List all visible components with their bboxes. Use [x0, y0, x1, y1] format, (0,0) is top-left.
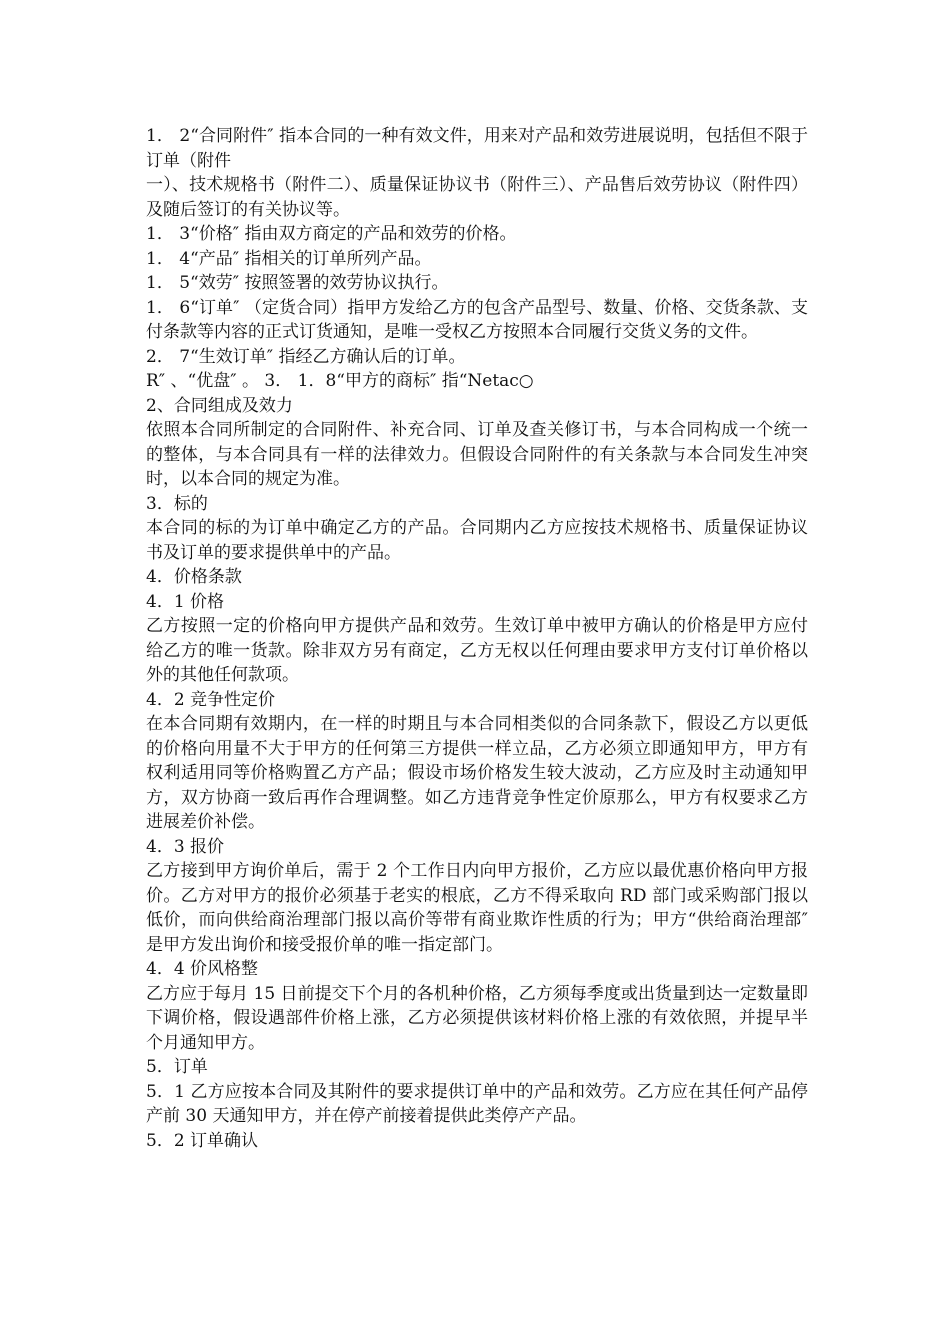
section-3-body: 本合同的标的为订单中确定乙方的产品。合同期内乙方应按技术规格书、质量保证协议书及订单的要求提供单中的产品。	[146, 518, 808, 563]
section-5-heading: 5．订单	[146, 1057, 208, 1077]
clause-4-1-heading: 4．1 价格	[146, 591, 225, 612]
clause-4-2-heading: 4．2 竞争性定价	[146, 689, 276, 710]
clause-5-2-heading: 5．2 订单确认	[146, 1130, 259, 1151]
clause-1-2-continuation: 一）、技术规格书（附件二）、质量保证协议书（附件三）、产品售后效劳协议（附件四）及随后签订的有关协议等。	[146, 175, 808, 220]
clause-1-5-definition-service: 1． 5“效劳″ 按照签署的效劳协议执行。	[146, 273, 449, 293]
section-2-body: 依照本合同所制定的合同附件、补充合同、订单及查关修订书，与本合同构成一个统一的整体，与本合同具有一样的法律效力。但假设合同附件的有关条款与本合同发生冲突时，以本合同的规定为准。	[146, 420, 808, 489]
section-3-heading: 3．标的	[146, 493, 208, 514]
document-body	[146, 124, 808, 1153]
section-4-heading: 4．价格条款	[146, 567, 242, 587]
clause-1-3-definition-price: 1． 3“价格″ 指由双方商定的产品和效劳的价格。	[146, 224, 517, 244]
section-2-heading: 2、合同组成及效力	[146, 395, 293, 416]
clause-4-3-body: 乙方接到甲方询价单后，需于 2 个工作日内向甲方报价，乙方应以最优惠价格向甲方报价。乙方对甲方的报价必须基于老实的根底，乙方不得采取向 RD 部门或采购部门报以低价，而向供给商治理部门报以高价等带有商业欺诈性质的行为；甲方“供给商治理部″ 是甲方发出询价和接受报价单的唯一指定部门。	[146, 861, 808, 955]
clause-4-1-body: 乙方按照一定的价格向甲方提供产品和效劳。生效订单中被甲方确认的价格是甲方应付给乙方的唯一货款。除非双方另有商定，乙方无权以任何理由要求甲方支付订单价格以外的其他任何款项。	[146, 616, 808, 685]
clause-1-4-definition-product: 1． 4“产品″ 指相关的订单所列产品。	[146, 248, 432, 269]
clause-4-2-body: 在本合同期有效期内，在一样的时期且与本合同相类似的合同条款下，假设乙方以更低的价格向用量不大于甲方的任何第三方提供一样立品，乙方必须立即通知甲方，甲方有权利适用同等价格购置乙方产品；假设市场价格发生较大波动，乙方应及时主动通知甲方，双方协商一致后再作合理调整。如乙方违背竞争性定价原那么，甲方有权要求乙方进展差价补偿。	[146, 714, 808, 832]
clause-1-7-definition-effective-order: 2． 7“生效订单″ 指经乙方确认后的订单。	[146, 346, 466, 367]
clause-1-2-definition-attachment: 1． 2“合同附件″ 指本合同的一种有效文件，用来对产品和效劳进展说明，包括但不限于订单（附件	[146, 126, 808, 171]
clause-4-3-heading: 4．3 报价	[146, 836, 225, 857]
clause-5-1-body: 5．1 乙方应按本合同及其附件的要求提供订单中的产品和效劳。乙方应在其任何产品停产前 30 天通知甲方，并在停产前接着提供此类停产产品。	[146, 1081, 808, 1126]
clause-1-8-definition-trademark: R″ 、“优盘″ 。 3． 1．8“甲方的商标″ 指“Netac○	[146, 371, 534, 391]
clause-4-4-heading: 4．4 价风格整	[146, 959, 259, 979]
clause-1-6-definition-order: 1． 6“订单″ （定货合同）指甲方发给乙方的包含产品型号、数量、价格、交货条款、支付条款等内容的正式订货通知，是唯一受权乙方按照本合同履行交货义务的文件。	[146, 297, 808, 342]
clause-4-4-body: 乙方应于每月 15 日前提交下个月的各机种价格，乙方须每季度或出货量到达一定数量即下调价格，假设遇部件价格上涨，乙方必须提供该材料价格上涨的有效依照，并提早半个月通知甲方。	[146, 983, 808, 1053]
